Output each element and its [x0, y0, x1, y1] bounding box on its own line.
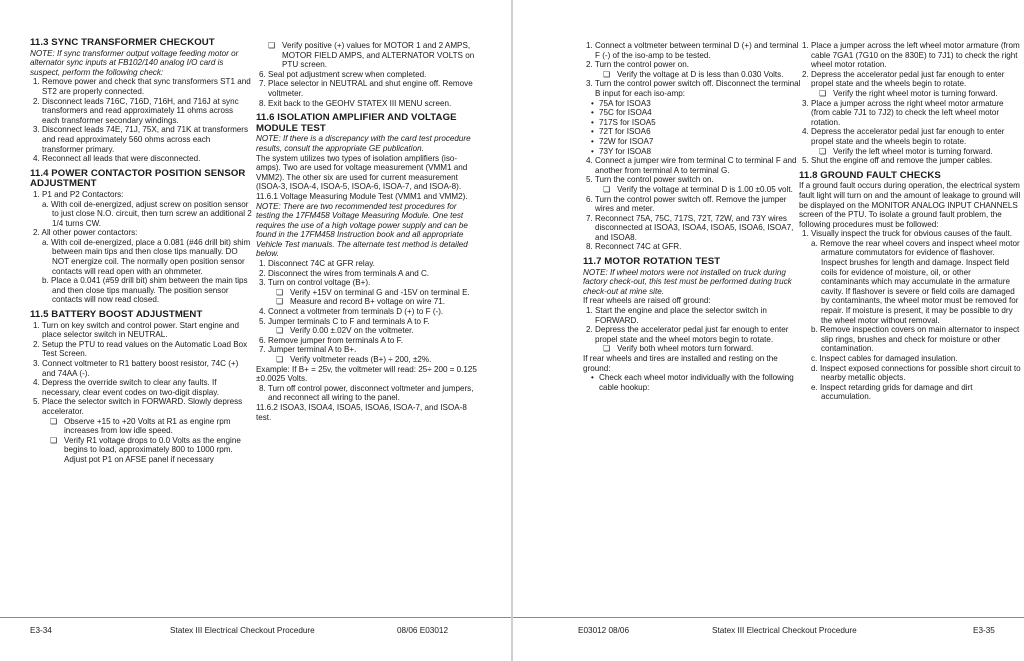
step: 5. Shut the engine off and remove the jumper cables. [802, 156, 993, 166]
section-11-6-heading: 11.6 ISOLATION AMPLIFIER AND VOLTAGE MODULE TEST [256, 112, 457, 134]
step: 2. Setup the PTU to read values on the Automatic Load Box Test Screen. [33, 339, 248, 359]
paragraph: If rear wheels and tires are installed and resting on the ground: [583, 354, 778, 373]
step: 1. Start the engine and place the selector switch in FORWARD. [586, 306, 767, 325]
step: 4. Depress the accelerator pedal just far enough to enter propel state and the wheels begin to rotate. [802, 127, 1005, 146]
step: 2. Depress the accelerator pedal just far enough to enter propel state and the wheels begin to rotate. [802, 69, 1005, 89]
substep: e. Inspect retarding grids for damage and dirt accumulation. [811, 382, 973, 402]
step: 3. Turn on control voltage (B+). [259, 278, 371, 288]
bullet-item: • 75C for ISOA4 [583, 108, 805, 118]
step: 1. Turn on key switch and control power. Start engine and place selector switch in NEUTRAL. [33, 320, 240, 340]
footer-title: Statex III Electrical Checkout Procedure [712, 626, 857, 635]
checkbox-item: ❏ Measure and record B+ voltage on wire 71. [256, 297, 478, 307]
checkbox-item: ❏ Verify the left wheel motor is turning forward. [799, 147, 1021, 157]
substep: b. Place a 0.041 (#59 drill bit) shim between the main tips and then close tips manually. The position sensor contacts will now read closed. [42, 276, 248, 305]
step: 1. Remove power and check that sync transformers ST1 and ST2 are properly connected. [33, 77, 251, 96]
note: NOTE: If wheel motors were not installed on truck during factory check-out, this test must be performed during truck check-out at mine site. [583, 267, 792, 296]
checkbox-item: ❏ Verify R1 voltage drops to 0.0 Volts as the engine begins to load, approximately 800 to 1000 rpm. Adjust pot P1 on AFSE panel if necessary [30, 436, 252, 465]
checkbox-item: ❏ Verify positive (+) values for MOTOR 1 and 2 AMPS, MOTOR FIELD AMPS, and ALTERNATOR VOLTS on PTU screen. [256, 41, 478, 70]
step: 7. Jumper terminal A to B+. [259, 345, 357, 355]
page-number: E3-34 [30, 626, 52, 635]
step: 2. Turn the control power on. [586, 60, 690, 70]
paragraph: If rear wheels are raised off ground: [583, 296, 711, 306]
section-11-8-heading: 11.8 GROUND FAULT CHECKS [799, 169, 941, 181]
step: 7. Place selector in NEUTRAL and shut engine off. Remove voltmeter. [259, 79, 473, 98]
bullet-item: • 72W for ISOA7 [583, 137, 805, 147]
substep: c. Inspect cables for damaged insulation. [811, 354, 958, 363]
checkbox-item: ❏ Verify 0.00 ±.02V on the voltmeter. [256, 326, 478, 336]
step: 4. Depress the override switch to clear any faults. If necessary, clear event codes on two-digit display. [33, 378, 219, 397]
checkbox-item: ❏ Verify both wheel motors turn forward. [583, 344, 805, 354]
step: 1. Visually inspect the truck for obvious causes of the fault. [802, 229, 1012, 239]
footer-code: 08/06 E03012 [397, 626, 448, 635]
step: 4. Connect a voltmeter from terminals D (+) to F (-). [259, 307, 444, 317]
step: 5. Turn the control power switch on. [586, 175, 714, 185]
left-page [0, 0, 511, 661]
step: 1. Disconnect 74C at GFR relay. [259, 259, 375, 269]
substep: b. Remove inspection covers on main alternator to inspect slip rings, brushes and check for moisture or other contamination. [811, 325, 1020, 354]
step: 1. P1 and P2 Contactors: [33, 189, 124, 199]
step: 3. Disconnect leads 74E, 71J, 75X, and 71K at transformers and read approximately 560 ohms across each transformer primary. [33, 125, 249, 154]
substep: a. With coil de-energized, place a 0.081 (#46 drill bit) shim between main tips and then close tips manually. DO NOT energize coil. The normally open position sensor contacts will read open with an ohmmeter. [42, 237, 251, 276]
step: 8. Turn off control power, disconnect voltmeter and jumpers, and reconnect all wiring to the panel. [259, 383, 474, 403]
paragraph: If a ground fault occurs during operation, the electrical system fault light will turn on and the amount of leakage to ground will be displayed on the MONITOR ANALOG INPUT CHANNELS screen of the PTU. To isolate a ground fault problem, the following procedures must be followed: [799, 181, 1021, 229]
checkbox-item: ❏ Verify voltmeter reads (B+) ÷ 200, ±2%. [256, 355, 478, 365]
right-page [513, 0, 1024, 661]
section-11-5-heading: 11.5 BATTERY BOOST ADJUSTMENT [30, 309, 203, 321]
subsection-11-6-2: 11.6.2 ISOA3, ISOA4, ISOA5, ISOA6, ISOA-7, and ISOA-8 test. [256, 402, 467, 422]
bullet-item: • Check each wheel motor individually with the following cable hookup: [583, 373, 805, 392]
step: 1. Connect a voltmeter between terminal D (+) and terminal F (-) of the iso-amp to be tested. [586, 41, 799, 60]
right-column-1 [583, 41, 805, 392]
section-11-3-heading: 11.3 SYNC TRANSFORMER CHECKOUT [30, 37, 215, 48]
note: NOTE: If sync transformer output voltage feeding motor or alternator sync inputs at FB102/140 analog I/O card is suspect, perform the following check: [30, 48, 239, 77]
subsection-11-6-1: 11.6.1 Voltage Measuring Module Test (VMM1 and VMM2). [256, 191, 468, 201]
bullet-item: • 75A for ISOA3 [583, 99, 805, 109]
footer-rule [0, 617, 511, 618]
bullet-item: • 717S for ISOA5 [583, 118, 805, 128]
paragraph: The system utilizes two types of isolation amplifiers (iso-amps). Two are used for voltage measurement (VMM1 and VMM2). The other six are used for current measurement (ISOA-3, ISOA-4, ISOA-5, ISOA-6, ISOA-7, and ISOA-8). [256, 153, 468, 192]
checkbox-item: ❏ Verify the voltage at terminal D is 1.00 ±0.05 volt. [583, 185, 805, 195]
checkbox-item: ❏ Verify the voltage at D is less than 0.030 Volts. [583, 70, 805, 80]
step: 5. Place the selector switch in FORWARD. Slowly depress accelerator. [33, 397, 243, 416]
section-11-7-heading: 11.7 MOTOR ROTATION TEST [583, 256, 721, 268]
right-column-2 [799, 41, 1021, 402]
bullet-item: • 72T for ISOA6 [583, 127, 805, 137]
step: 2. All other power contactors: [33, 228, 138, 238]
step: 3. Connect voltmeter to R1 battery boost resistor, 74C (+) and 74AA (-). [33, 359, 239, 378]
footer-code: E03012 08/06 [578, 626, 629, 635]
footer-title: Statex III Electrical Checkout Procedure [170, 626, 315, 635]
checkbox-item: ❏ Verify +15V on terminal G and -15V on terminal E. [256, 288, 478, 298]
step: 3. Place a jumper across the right wheel motor armature (from cable 7J1 to 7J2) to check the left wheel motor rotation. [802, 98, 1004, 127]
footer-rule [513, 617, 1024, 618]
section-11-4-heading: 11.4 POWER CONTACTOR POSITION SENSOR ADJUSTMENT [30, 167, 246, 190]
step: 2. Disconnect the wires from terminals A and C. [259, 268, 430, 278]
checkbox-item: ❏ Verify the right wheel motor is turning forward. [799, 89, 1021, 99]
left-column-2 [256, 41, 478, 422]
checkbox-item: ❏ Observe +15 to +20 Volts at R1 as engine rpm increases from low idle speed. [30, 417, 252, 436]
page-number: E3-35 [973, 626, 995, 635]
substep: d. Inspect exposed connections for possible short circuit to nearby metallic objects. [811, 363, 1021, 383]
note: NOTE: If there is a discrepancy with the card test procedure results, consult the appropriate GE publication. [256, 134, 471, 153]
substep: a. Remove the rear wheel covers and inspect wheel motor armature commutators for evidence of flashover. Inspect brushes for length and damage. Inspect field coils for evidence of moisture, oil, or other contaminants which may accumulate in the armature cavity. If flashover is severe or field coils are damaged by contaminants, the wheel motor must be removed for repair. If moisture is present, it may be possible to dry the wheel motor without removal. [811, 238, 1020, 325]
substep: a. With coil de-energized, adjust screw on position sensor to just close N.O. circuit, then turn screw an additional 2 1/4 turns CW. [42, 199, 252, 228]
bullet-item: • 73Y for ISOA8 [583, 147, 805, 157]
step: 7. Reconnect 75A, 75C, 717S, 72T, 72W, and 73Y wires disconnected at ISOA3, ISOA4, ISOA5, ISOA6, ISOA7, and ISOA8. [586, 213, 794, 242]
step: 4. Reconnect all leads that were disconnected. [33, 154, 201, 164]
step: 8. Reconnect 74C at GFR. [586, 242, 682, 252]
step: 8. Exit back to the GEOHV STATEX III MENU screen. [259, 98, 452, 108]
step: 4. Connect a jumper wire from terminal C to terminal F and another from terminal A to terminal G. [586, 156, 797, 175]
example: Example: If B+ = 25v, the voltmeter will read: 25÷ 200 = 0.125 ±0.0025 Volts. [256, 364, 477, 384]
step: 2. Disconnect leads 716C, 716D, 716H, and 716J at sync transformers and read approximately 11 ohms across each transformer secondary windings. [33, 96, 239, 125]
step: 5. Jumper terminals C to F and terminals A to F. [259, 316, 430, 326]
step: 1. Place a jumper across the left wheel motor armature (from cable 7GA1 (7G10 on the 830E) to 7J1) to check the right wheel motor rotation. [802, 41, 1020, 70]
left-column-1 [30, 38, 252, 465]
step: 6. Seal pot adjustment screw when completed. [259, 69, 427, 79]
step: 2. Depress the accelerator pedal just far enough to enter propel state and the wheel motors begin to rotate. [586, 325, 789, 344]
note: NOTE: There are two recommended test procedures for testing the 17FM458 Voltage Measuring Module. One test requires the use of a high voltage power supply and can be found in the 17FM458 Instruction book and all appropriate Vehicle Test manuals. The alternate test method is detailed below. [256, 201, 468, 259]
step: 6. Turn the control power switch off. Remove the jumper wires and meter. [586, 194, 787, 214]
step: 6. Remove jumper from terminals A to F. [259, 335, 403, 345]
step: 3. Turn the control power switch off. Disconnect the terminal B input for each iso-amp: [586, 79, 801, 98]
